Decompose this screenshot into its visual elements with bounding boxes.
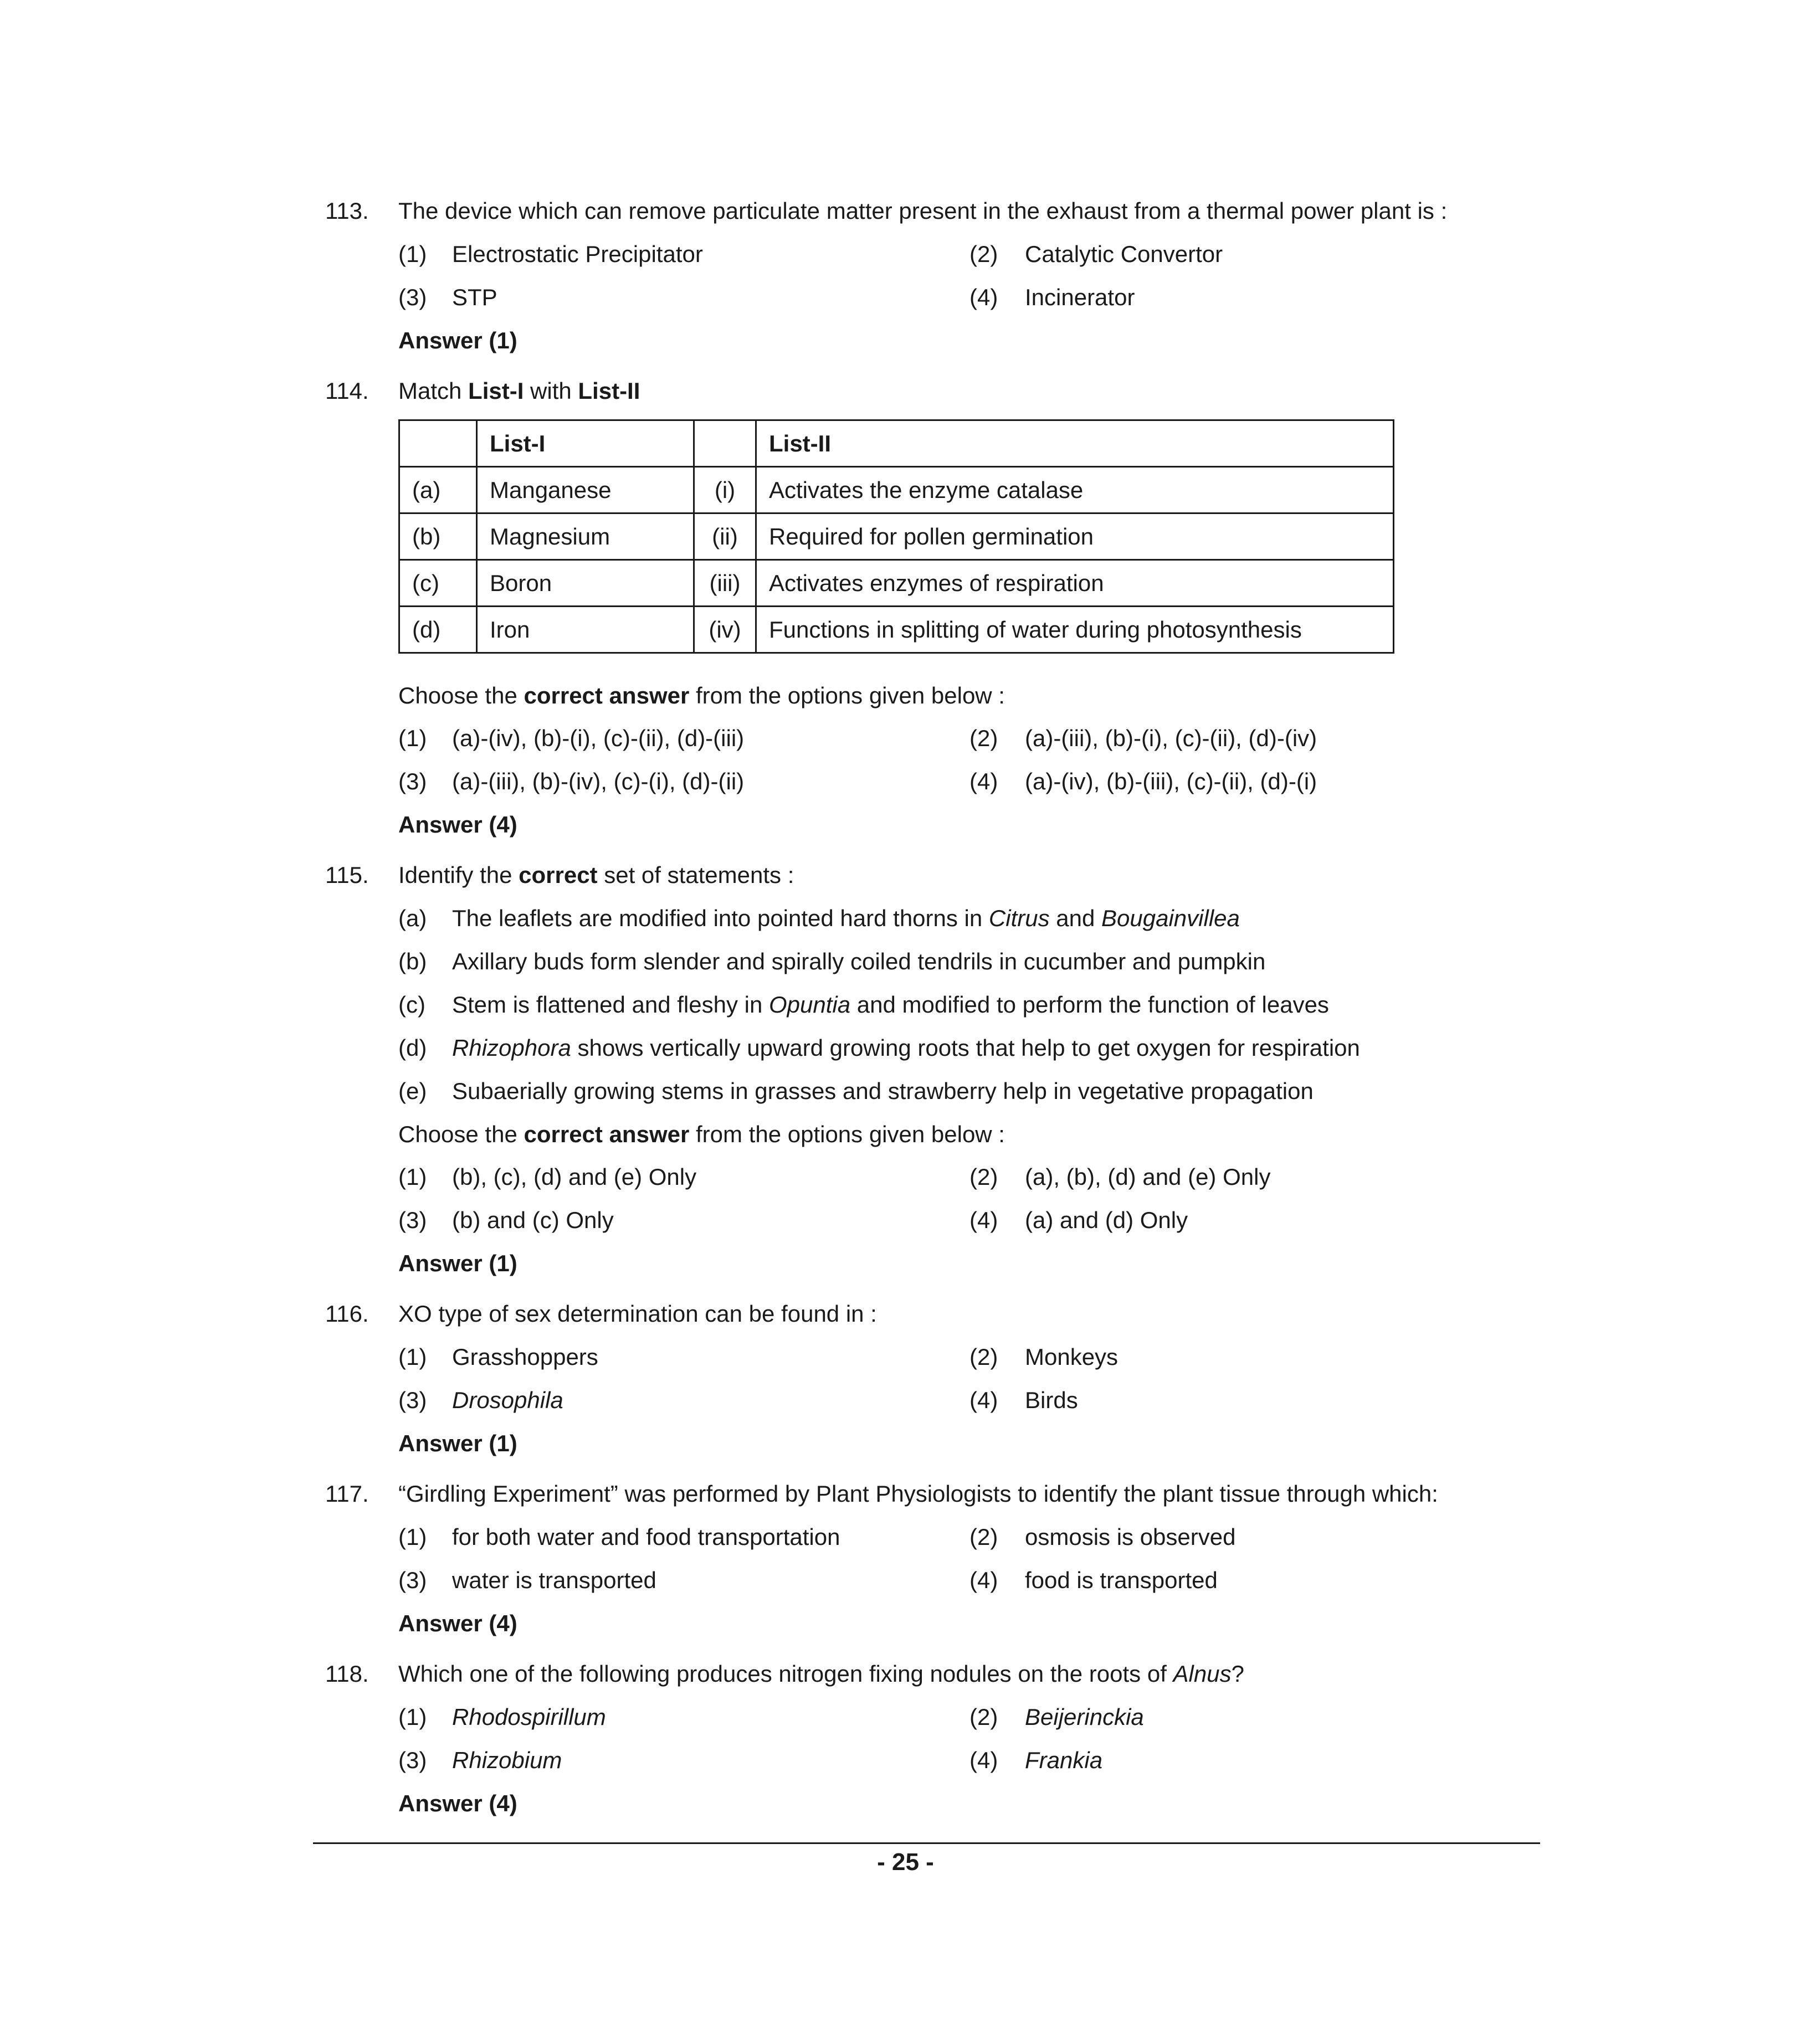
table-cell: Manganese — [477, 467, 694, 513]
statement-label: (e) — [398, 1078, 427, 1104]
option-number: (2) — [969, 241, 998, 267]
stem-text: Choose the — [398, 682, 524, 708]
stem-bold: correct — [519, 862, 598, 888]
statement-text — [452, 904, 1240, 933]
statement-text — [452, 1034, 1360, 1062]
option-number: (4) — [969, 1747, 998, 1773]
stem-bold: correct answer — [524, 682, 690, 708]
table-cell — [399, 420, 477, 467]
option-text: Rhizobium — [452, 1747, 562, 1773]
option-text: (a)-(iii), (b)-(i), (c)-(ii), (d)-(iv) — [1025, 725, 1317, 751]
option-number: (4) — [969, 1387, 998, 1413]
match-table — [398, 419, 1394, 654]
answer: Answer (1) — [398, 327, 517, 353]
text: Stem is flattened and fleshy in — [452, 992, 769, 1018]
option-number: (1) — [398, 1704, 427, 1730]
stem-text: from the options given below : — [689, 682, 1005, 708]
option-number: (3) — [398, 284, 427, 310]
option-text: Drosophila — [452, 1387, 563, 1413]
option-text: for both water and food transportation — [452, 1524, 840, 1550]
option-number: (2) — [969, 725, 998, 751]
option-text: water is transported — [452, 1567, 656, 1593]
table-row — [399, 560, 1394, 607]
option-number: (3) — [398, 1207, 427, 1233]
option-text: (a)-(iv), (b)-(iii), (c)-(ii), (d)-(i) — [1025, 768, 1317, 794]
option-number: (3) — [398, 768, 427, 794]
stem-text: ? — [1231, 1661, 1244, 1687]
table-header-row — [399, 420, 1394, 467]
option-number: (4) — [969, 284, 998, 310]
option-number: (1) — [398, 1344, 427, 1370]
question-number: 114. — [325, 378, 369, 404]
table-cell: (i) — [694, 467, 756, 513]
italic-text: Alnus — [1173, 1661, 1232, 1687]
answer: Answer (4) — [398, 1610, 517, 1636]
table-row — [399, 467, 1394, 513]
option-number: (4) — [969, 1207, 998, 1233]
stem-text: set of statements : — [597, 862, 794, 888]
option-text: Monkeys — [1025, 1344, 1119, 1370]
table-cell: Required for pollen germination — [756, 513, 1394, 560]
option-number: (2) — [969, 1524, 998, 1550]
option-text: Incinerator — [1025, 284, 1135, 310]
stem-bold: List-II — [578, 378, 640, 404]
italic-text: Citrus — [988, 905, 1050, 931]
option-text: STP — [452, 284, 497, 310]
stem-text: from the options given below : — [689, 1121, 1005, 1147]
option-text: Electrostatic Precipitator — [452, 241, 703, 267]
option-text: osmosis is observed — [1025, 1524, 1236, 1550]
statement-text: Axillary buds form slender and spirally coiled tendrils in cucumber and pumpkin — [452, 948, 1266, 974]
page-number: - 25 - — [877, 1848, 934, 1876]
question-number: 118. — [325, 1661, 369, 1687]
statement-label: (d) — [398, 1035, 427, 1061]
table-cell: (ii) — [694, 513, 756, 560]
option-number: (1) — [398, 241, 427, 267]
option-text: Rhodospirillum — [452, 1704, 606, 1730]
stem-text: Choose the — [398, 1121, 524, 1147]
option-number: (4) — [969, 1567, 998, 1593]
table-header-list1: List-I — [477, 420, 694, 467]
question-number: 117. — [325, 1481, 369, 1507]
option-number: (2) — [969, 1704, 998, 1730]
table-row — [399, 607, 1394, 653]
option-number: (3) — [398, 1747, 427, 1773]
statement-label: (c) — [398, 992, 425, 1018]
option-text: Frankia — [1025, 1747, 1103, 1773]
stem-text: Match — [398, 378, 469, 404]
table-cell: (iv) — [694, 607, 756, 653]
option-text: (a), (b), (d) and (e) Only — [1025, 1164, 1271, 1190]
table-cell: Functions in splitting of water during photosynthesis — [756, 607, 1394, 653]
question-number: 113. — [325, 198, 369, 224]
text: The leaflets are modified into pointed hard thorns in — [452, 905, 989, 931]
question-stem: The device which can remove particulate matter present in the exhaust from a thermal power plant is : — [398, 198, 1448, 224]
table-row — [399, 513, 1394, 560]
stem-text: with — [524, 378, 578, 404]
option-text: (a)-(iv), (b)-(i), (c)-(ii), (d)-(iii) — [452, 725, 745, 751]
italic-text: Rhizophora — [452, 1035, 571, 1061]
table-cell: Boron — [477, 560, 694, 607]
question-stem: XO type of sex determination can be found in : — [398, 1301, 877, 1327]
option-text: (b) and (c) Only — [452, 1207, 614, 1233]
table-cell — [694, 420, 756, 467]
option-text: (a)-(iii), (b)-(iv), (c)-(i), (d)-(ii) — [452, 768, 745, 794]
table-cell: Activates enzymes of respiration — [756, 560, 1394, 607]
table-cell: (c) — [399, 560, 477, 607]
table-cell: (iii) — [694, 560, 756, 607]
italic-text: Opuntia — [768, 992, 851, 1018]
table-cell: (a) — [399, 467, 477, 513]
answer: Answer (4) — [398, 812, 517, 838]
option-number: (1) — [398, 1164, 427, 1190]
italic-text: Bougainvillea — [1101, 905, 1240, 931]
option-text: Birds — [1025, 1387, 1078, 1413]
question-number: 116. — [325, 1301, 369, 1327]
question-stem: “Girdling Experiment” was performed by Plant Physiologists to identify the plant tissue through which: — [398, 1481, 1438, 1507]
statement-label: (a) — [398, 905, 427, 931]
footer-divider — [313, 1842, 1540, 1844]
table-cell: (d) — [399, 607, 477, 653]
option-text: (a) and (d) Only — [1025, 1207, 1188, 1233]
option-text: Catalytic Convertor — [1025, 241, 1223, 267]
table-cell: Iron — [477, 607, 694, 653]
statement-text: Subaerially growing stems in grasses and strawberry help in vegetative propagation — [452, 1078, 1314, 1104]
table-cell: Magnesium — [477, 513, 694, 560]
option-text: (b), (c), (d) and (e) Only — [452, 1164, 697, 1190]
stem-text: Identify the — [398, 862, 519, 888]
text: and — [1049, 905, 1102, 931]
table-header-list2: List-II — [756, 420, 1394, 467]
option-number: (3) — [398, 1567, 427, 1593]
table-cell: (b) — [399, 513, 477, 560]
option-text: food is transported — [1025, 1567, 1218, 1593]
option-number: (4) — [969, 768, 998, 794]
option-number: (3) — [398, 1387, 427, 1413]
text: and modified to perform the function of leaves — [850, 992, 1329, 1018]
stem-text: Which one of the following produces nitrogen fixing nodules on the roots of — [398, 1661, 1173, 1687]
answer: Answer (1) — [398, 1430, 517, 1456]
statement-label: (b) — [398, 948, 427, 974]
option-number: (2) — [969, 1344, 998, 1370]
option-text: Beijerinckia — [1025, 1704, 1144, 1730]
choose-text — [398, 681, 1005, 710]
question-stem — [398, 861, 794, 890]
table-cell: Activates the enzyme catalase — [756, 467, 1394, 513]
question-number: 115. — [325, 862, 369, 888]
text: shows vertically upward growing roots that help to get oxygen for respiration — [571, 1035, 1360, 1061]
option-number: (1) — [398, 725, 427, 751]
stem-bold: correct answer — [524, 1121, 690, 1147]
option-number: (2) — [969, 1164, 998, 1190]
question-stem — [398, 1660, 1244, 1688]
statement-text — [452, 990, 1329, 1019]
option-number: (1) — [398, 1524, 427, 1550]
answer: Answer (1) — [398, 1250, 517, 1276]
answer: Answer (4) — [398, 1790, 517, 1816]
question-stem — [398, 377, 640, 405]
choose-text — [398, 1120, 1005, 1149]
option-text: Grasshoppers — [452, 1344, 598, 1370]
stem-bold: List-I — [468, 378, 524, 404]
